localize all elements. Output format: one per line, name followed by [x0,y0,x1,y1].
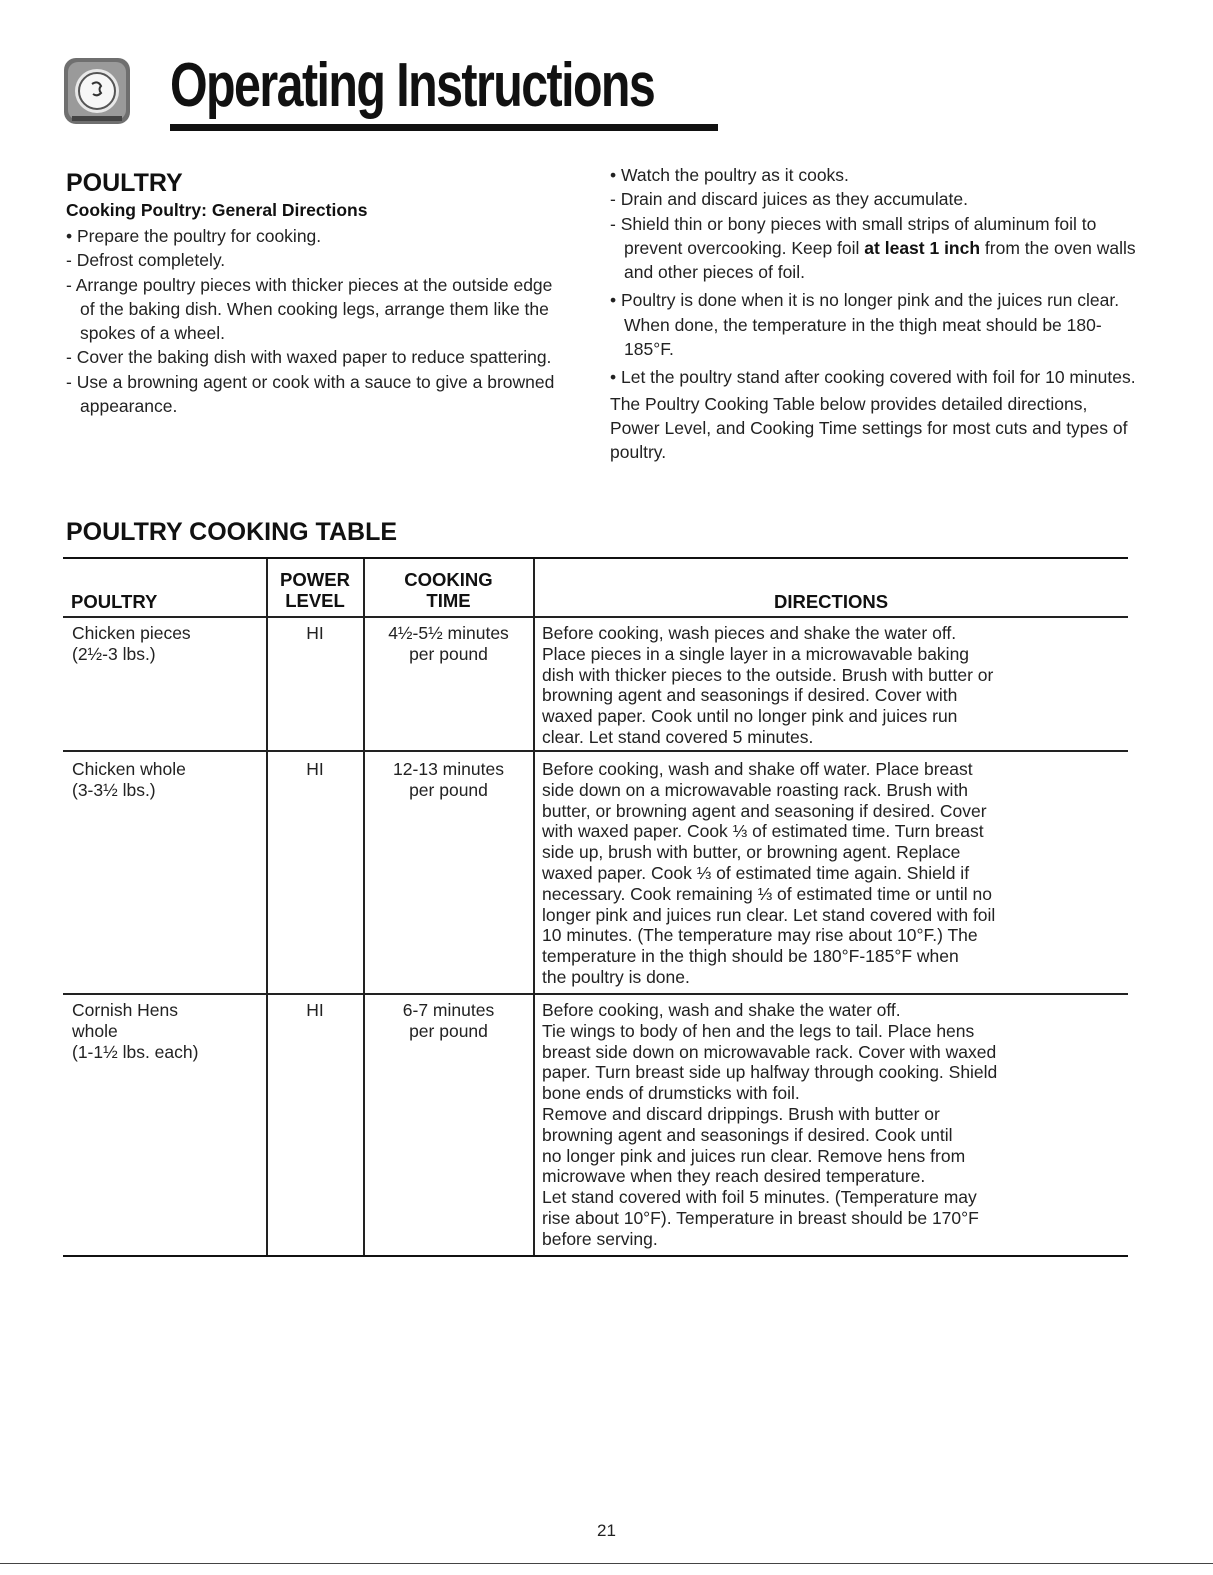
page-header [62,48,662,138]
cell-line: breast side down on microwavable rack. Cover with waxed [542,1041,997,1062]
header-time-line2: TIME [426,590,471,611]
header-power-line2: LEVEL [285,590,345,611]
cell-line: whole [72,1020,118,1041]
table-row-3-time [364,1000,533,1042]
header-cooking-time [364,569,533,611]
cell-line: per pound [409,643,488,664]
list-item [610,212,1140,285]
list-item: • Poultry is done when it is no longer pink and the juices run clear. When done, the temperature in the thigh meat should be 180-185°F. [610,290,1120,360]
cell-line: before serving. [542,1228,658,1249]
cell-line: bone ends of drumsticks with foil. [542,1083,800,1104]
cell-line: clear. Let stand covered 5 minutes. [542,726,814,747]
emphasis-text: at least 1 inch [864,237,981,258]
row-divider [63,750,1128,752]
cell-line: side up, brush with butter, or browning agent. Replace [542,842,961,863]
cell-line: 10 minutes. (The temperature may rise about 10°F.) The [542,925,978,946]
cell-line: Chicken whole [72,759,186,779]
table-row-3-poultry [72,1000,198,1062]
table-row-2-time [364,759,533,801]
header-divider [63,616,1128,618]
header-time-line1: COOKING [404,569,493,590]
cell-line: necessary. Cook remaining ⅓ of estimated time or until no [542,883,993,904]
cell-line: (2½-3 lbs.) [72,643,156,664]
cell-line: browning agent and seasonings if desired. Cook until [542,1124,953,1145]
cell-line: dish with thicker pieces to the outside. Brush with butter or [542,664,994,685]
cell-line: side down on a microwavable roasting rack. Brush with [542,779,969,800]
list-item: - Use a browning agent or cook with a sauce to give a browned appearance. [66,371,555,417]
table-row-1-time [364,623,533,665]
cell-line: (1-1½ lbs. each) [72,1041,199,1062]
list-item: • Let the poultry stand after cooking covered with foil for 10 minutes. [610,367,1136,388]
cell-line: Before cooking, wash pieces and shake the water off. [542,623,957,643]
header-directions: DIRECTIONS [773,591,889,612]
cell-line: Before cooking, wash and shake the water off. [542,1000,901,1020]
footer-rule [0,1563,1213,1564]
cell-line: Place pieces in a single layer in a microwavable baking [542,643,970,664]
list-item: • Prepare the poultry for cooking. [66,226,322,246]
column-divider [266,559,268,1257]
poultry-general-section [66,168,566,418]
cell-line: browning agent and seasonings if desired. Cover with [542,685,958,706]
list-item-text: - Shield thin or bony pieces with small strips of aluminum foil to prevent overcooking. Keep foil [610,213,1097,258]
cell-line: Tie wings to body of hen and the legs to tail. Place hens [542,1020,975,1041]
cell-line: per pound [409,1020,488,1041]
cell-line: temperature in the thigh should be 180°F-185°F when [542,946,959,967]
table-row-3-power: HI [306,1000,324,1020]
cell-line: the poultry is done. [542,966,690,987]
cell-line: per pound [409,779,488,800]
header-power [267,569,363,611]
cell-line: microwave when they reach desired temperature. [542,1166,926,1187]
cell-line: 12-13 minutes [393,759,504,779]
page-title: Operating Instructions [170,51,655,120]
cell-line: butter, or browning agent and seasoning if desired. Cover [542,800,987,821]
cell-line: Remove and discard drippings. Brush with butter or [542,1103,940,1124]
table-row-1-directions [542,623,1122,748]
header-power-line1: POWER [280,569,350,590]
cell-line: Let stand covered with foil 5 minutes. (Temperature may [542,1187,977,1208]
table-intro-paragraph: The Poultry Cooking Table below provides detailed directions, Power Level, and Cooking Time settings for most cuts and types of poultry. [610,393,1128,463]
title-underline [170,124,718,131]
cell-line: waxed paper. Cook ⅓ of estimated time again. Shield if [542,862,970,883]
list-item: - Drain and discard juices as they accumulate. [610,189,968,210]
list-item: - Cover the baking dish with waxed paper to reduce spattering. [66,347,552,368]
poultry-cooking-table [63,557,1128,1257]
list-item: - Arrange poultry pieces with thicker pieces at the outside edge of the baking dish. When cooking legs, arrange them like the spokes of a wheel. [66,274,553,344]
table-row-2-directions [542,759,1122,988]
cell-line: Before cooking, wash and shake off water. Place breast [542,759,973,779]
table-title: POULTRY COOKING TABLE [66,518,398,546]
row-divider [63,993,1128,995]
list-item: - Defrost completely. [66,250,226,271]
list-item-text: from the oven walls and other pieces of foil. [624,237,1136,283]
list-item: • Watch the poultry as it cooks. [610,165,849,185]
table-row-1-power: HI [306,623,324,643]
cell-line: with waxed paper. Cook ⅓ of estimated time. Turn breast [542,821,984,842]
page-number: 21 [597,1521,616,1540]
cell-line: waxed paper. Cook until no longer pink and juices run [542,706,958,727]
cell-line: Chicken pieces [72,623,191,643]
cell-line: (3-3½ lbs.) [72,779,156,800]
cell-line: no longer pink and juices run clear. Remove hens from [542,1145,966,1166]
cell-line: paper. Turn breast side up halfway through cooking. Shield [542,1062,998,1083]
table-row-2-power: HI [306,759,324,779]
table-row-2-poultry [72,759,186,801]
column-divider [533,559,535,1257]
section-title: POULTRY [66,169,183,197]
cell-line: 4½-5½ minutes [388,623,509,643]
cell-line: 6-7 minutes [402,1000,495,1020]
cell-line: rise about 10°F). Temperature in breast should be 170°F [542,1207,979,1228]
table-row-3-directions [542,1000,1122,1250]
table-row-1-poultry [72,623,191,665]
poultry-tips-section [610,163,1140,465]
header-poultry: POULTRY [71,591,158,612]
microwave-icon [62,56,132,126]
cell-line: longer pink and juices run clear. Let stand covered with foil [542,904,996,925]
cell-line: Cornish Hens [72,1000,179,1020]
section-subtitle: Cooking Poultry: General Directions [66,200,368,220]
table-bottom-rule [63,1255,1128,1257]
